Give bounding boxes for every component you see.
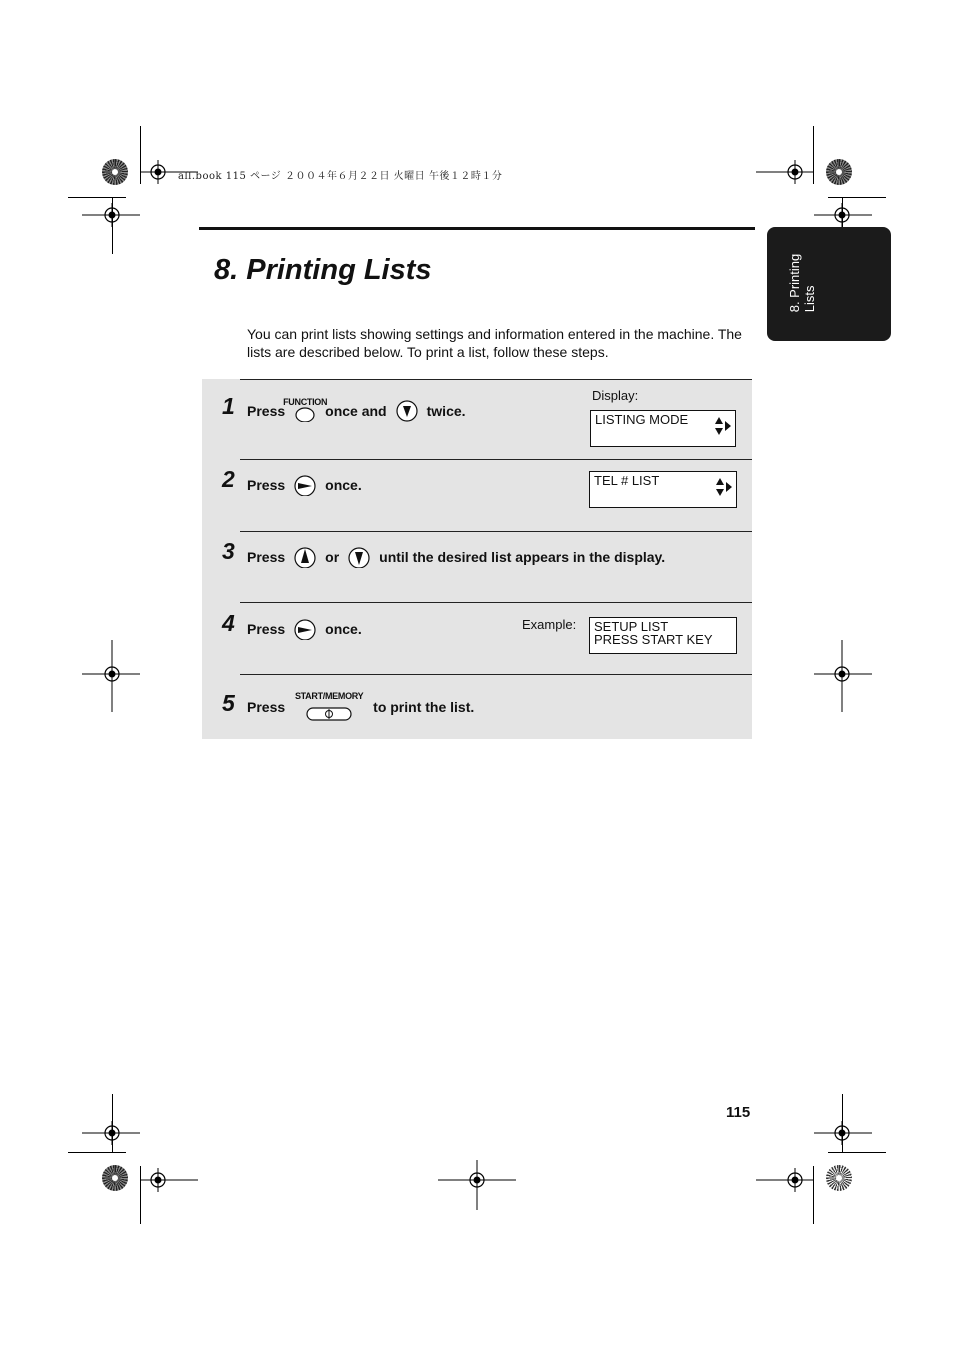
lcd-arrows-icon [715,477,733,497]
chapter-tab [767,227,891,341]
step-press-text: Press [247,699,286,715]
page-number: 115 [726,1104,751,1121]
lcd-display [590,410,736,447]
step-divider [240,531,752,532]
lcd-display [589,617,737,654]
step-divider [240,674,752,675]
start-memory-key-icon [293,691,365,718]
step-end-text: to print the list. [373,699,475,715]
step-number: 3 [222,538,235,564]
lcd-line-1: SETUP LIST [594,619,669,634]
step-divider [240,379,752,380]
lcd-display [589,471,737,508]
printer-slug-line: all.book 115 ページ ２００４年６月２２日 火曜日 午後１２時１分 [178,171,503,182]
color-target-bottom-right [826,1165,852,1191]
lcd-line-1: LISTING MODE [595,412,689,427]
step-divider [240,602,752,603]
page-title: 8. Printing Lists [214,254,432,286]
step-divider [240,459,752,460]
chapter-tab-label: 8. Printing Lists [787,253,817,313]
function-key-label: FUNCTION [283,397,328,407]
lcd-line-2: PRESS START KEY [594,632,713,647]
down-arrow-key-icon [348,546,370,568]
lcd-line-1: TEL # LIST [594,473,660,488]
step-instruction [247,545,665,569]
color-target-top-right [826,159,852,185]
step-end-text: once. [325,477,362,493]
step-number: 1 [222,393,235,419]
step-end-text: once. [325,621,362,637]
step-mid-text: or [325,549,340,565]
step-press-text: Press [247,403,286,419]
step-press-text: Press [247,477,286,493]
function-key-icon [283,397,328,422]
step-press-text: Press [247,549,286,565]
up-arrow-key-icon [294,546,316,568]
example-label: Example: [522,617,577,632]
step-instruction [247,618,362,640]
step-instruction [247,691,475,718]
step-number: 5 [222,690,235,716]
step-instruction [247,399,466,423]
step-mid-text: once and [325,403,387,419]
step-number: 4 [222,610,235,636]
lcd-arrows-icon [714,416,732,436]
display-label: Display: [592,388,639,403]
step-instruction [247,474,362,496]
step-number: 2 [222,466,235,492]
right-arrow-key-icon [294,618,316,640]
start-memory-key-label: START/MEMORY [294,691,364,701]
step-end-text: twice. [426,403,466,419]
color-target-top-left [102,159,128,185]
intro-paragraph: You can print lists showing settings and information entered in the machine. The lists are described below. To print a list, follow these steps. [247,326,742,360]
down-arrow-key-icon [396,400,418,422]
color-target-bottom-left [102,1165,128,1191]
step-end-text: until the desired list appears in the display. [379,549,666,565]
step-press-text: Press [247,621,286,637]
right-arrow-key-icon [294,474,316,496]
header-rule [199,227,755,230]
